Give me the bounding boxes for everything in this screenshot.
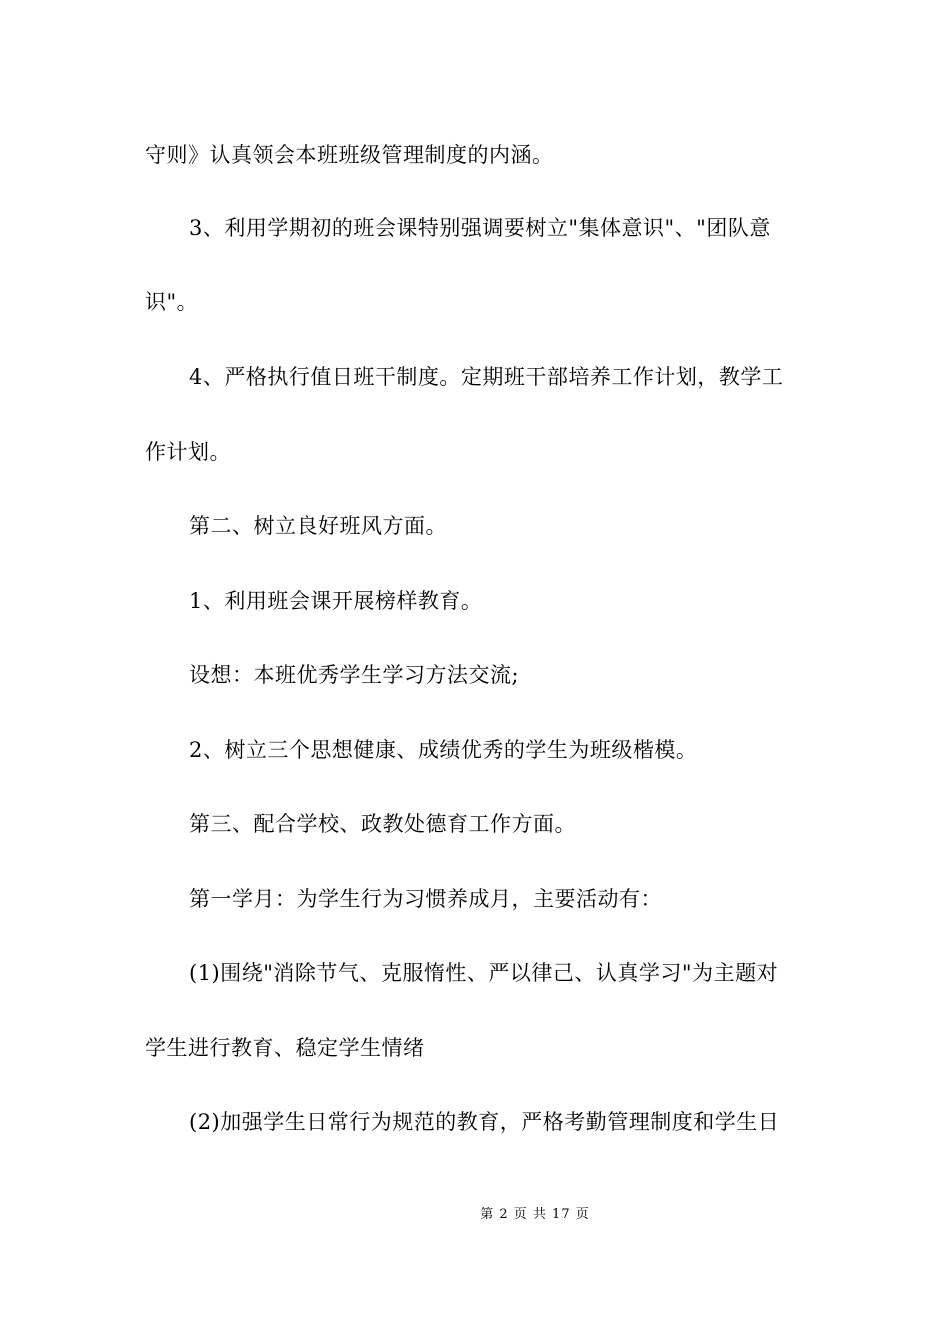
paragraph-line: 识"。 bbox=[145, 290, 199, 314]
section-heading: 第二、树立良好班风方面。 bbox=[189, 514, 447, 538]
paragraph-line: 学生进行教育、稳定学生情绪 bbox=[145, 1036, 425, 1060]
page-number-footer: 第 2 页 共 17 页 bbox=[480, 1207, 590, 1222]
paragraph-line: 设想：本班优秀学生学习方法交流; bbox=[189, 663, 520, 687]
section-heading: 第三、配合学校、政教处德育工作方面。 bbox=[189, 812, 576, 836]
paragraph-line: 第一学月：为学生行为习惯养成月，主要活动有： bbox=[189, 887, 662, 911]
paragraph-line: 1、利用班会课开展榜样教育。 bbox=[189, 589, 483, 613]
paragraph-line: (2)加强学生日常行为规范的教育，严格考勤管理制度和学生日 bbox=[189, 1110, 780, 1134]
paragraph-line: 3、利用学期初的班会课特别强调要树立"集体意识"、"团队意 bbox=[189, 216, 771, 240]
paragraph-line: 作计划。 bbox=[145, 440, 231, 464]
paragraph-line: 2、树立三个思想健康、成绩优秀的学生为班级楷模。 bbox=[189, 738, 698, 762]
paragraph-line: 4、严格执行值日班干制度。定期班干部培养工作计划，教学工 bbox=[189, 365, 784, 389]
paragraph-line: (1)围绕"消除节气、克服惰性、严以律己、认真学习"为主题对 bbox=[189, 961, 779, 985]
paragraph-line: 守则》认真领会本班班级管理制度的内涵。 bbox=[145, 143, 554, 167]
